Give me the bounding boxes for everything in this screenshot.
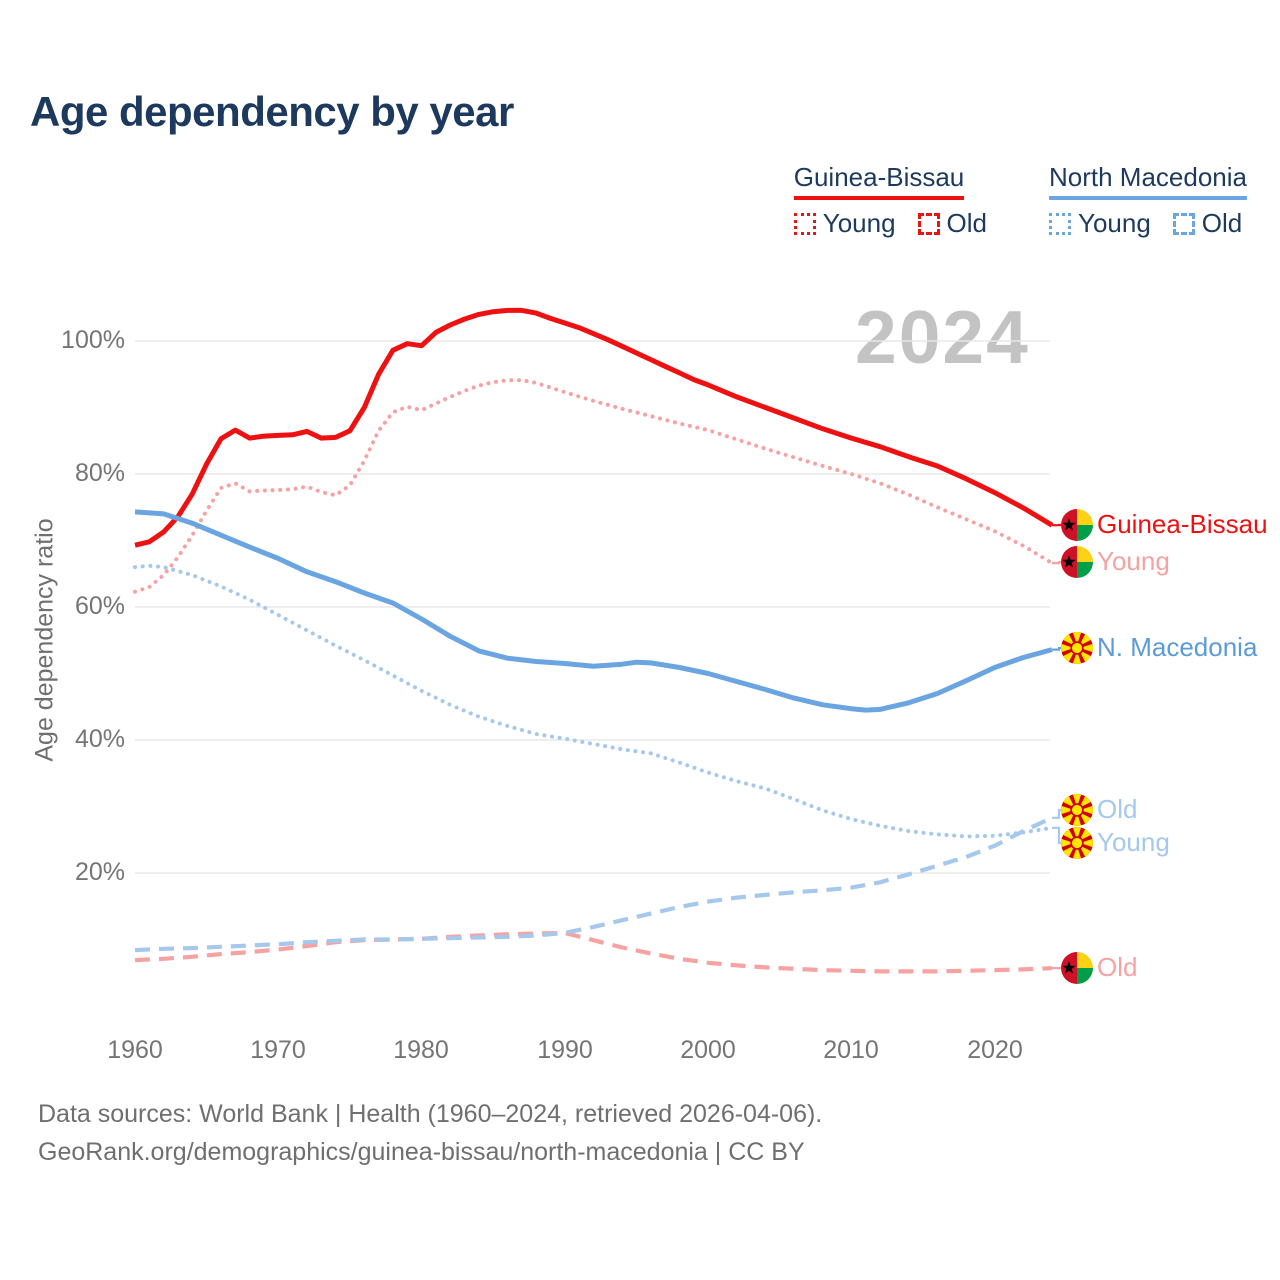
x-tick-2010: 2010 xyxy=(823,1036,879,1064)
north-macedonia-total-label-connector xyxy=(1052,648,1061,650)
x-tick-2000: 2000 xyxy=(680,1036,736,1064)
series-end-label-nm-old[interactable]: Old xyxy=(1097,794,1138,824)
north-macedonia-flag-icon xyxy=(1061,827,1093,859)
legend-items-guinea-bissau xyxy=(794,208,987,239)
x-tick-1960: 1960 xyxy=(107,1036,163,1064)
series-end-label-nm-young[interactable]: Young xyxy=(1097,827,1170,857)
north-macedonia-young-label-connector xyxy=(1052,828,1061,843)
attribution-note: GeoRank.org/demographics/guinea-bissau/north-macedonia | CC BY xyxy=(38,1138,805,1166)
x-tick-2020: 2020 xyxy=(967,1036,1023,1064)
dashed-line-swatch-icon xyxy=(1173,213,1195,235)
data-sources-note: Data sources: World Bank | Health (1960–2024, retrieved 2026-04-06). xyxy=(38,1100,823,1128)
legend-items-north-macedonia xyxy=(1049,208,1247,239)
guinea-bissau-flag-icon xyxy=(1061,952,1093,984)
guinea-bissau-total-line xyxy=(135,310,1052,545)
y-axis-title: Age dependency ratio xyxy=(30,518,59,762)
dotted-line-swatch-icon xyxy=(794,213,816,235)
legend-group-guinea-bissau xyxy=(794,162,987,239)
guinea-bissau-old-line xyxy=(135,933,1052,972)
x-tick-1980: 1980 xyxy=(393,1036,449,1064)
north-macedonia-old-line xyxy=(135,818,1052,950)
guinea-bissau-young-line xyxy=(135,380,1052,592)
legend-item-label: Old xyxy=(946,208,987,238)
series-end-label-gb-young[interactable]: Young xyxy=(1097,546,1170,576)
legend-item-nm-old[interactable] xyxy=(1173,208,1242,239)
legend-item-label: Old xyxy=(1201,208,1243,238)
north-macedonia-old-label-connector xyxy=(1052,810,1061,818)
x-tick-1970: 1970 xyxy=(250,1036,306,1064)
legend-item-gb-old[interactable] xyxy=(918,208,987,239)
legend-item-label: Young xyxy=(822,208,896,238)
y-tick-100: 100% xyxy=(61,326,125,354)
legend-item-gb-young[interactable] xyxy=(794,208,896,239)
legend-country-guinea-bissau[interactable]: Guinea-Bissau xyxy=(794,162,965,200)
y-tick-80: 80% xyxy=(74,459,125,487)
watermark-year: 2024 xyxy=(855,295,1030,379)
legend-country-north-macedonia[interactable]: North Macedonia xyxy=(1049,162,1247,200)
guinea-bissau-young-label-connector xyxy=(1052,562,1061,563)
series-end-label-guinea-bissau[interactable]: Guinea-Bissau xyxy=(1097,509,1268,539)
y-tick-60: 60% xyxy=(74,592,125,620)
guinea-bissau-flag-icon xyxy=(1061,546,1093,578)
guinea-bissau-flag-icon xyxy=(1061,509,1093,541)
dotted-line-swatch-icon xyxy=(1049,213,1071,235)
north-macedonia-flag-icon xyxy=(1061,794,1093,826)
y-tick-20: 20% xyxy=(74,858,125,886)
dashed-line-swatch-icon xyxy=(918,213,940,235)
y-tick-40: 40% xyxy=(74,725,125,753)
legend-group-north-macedonia xyxy=(1049,162,1247,239)
legend-item-label: Young xyxy=(1078,208,1151,238)
series-end-label-n-macedonia[interactable]: N. Macedonia xyxy=(1097,632,1258,662)
series-end-label-gb-old[interactable]: Old xyxy=(1097,952,1138,982)
north-macedonia-flag-icon xyxy=(1061,632,1093,664)
legend xyxy=(794,162,1247,239)
x-tick-1990: 1990 xyxy=(537,1036,593,1064)
page-title: Age dependency by year xyxy=(30,88,514,135)
legend-item-nm-young[interactable] xyxy=(1049,208,1151,239)
